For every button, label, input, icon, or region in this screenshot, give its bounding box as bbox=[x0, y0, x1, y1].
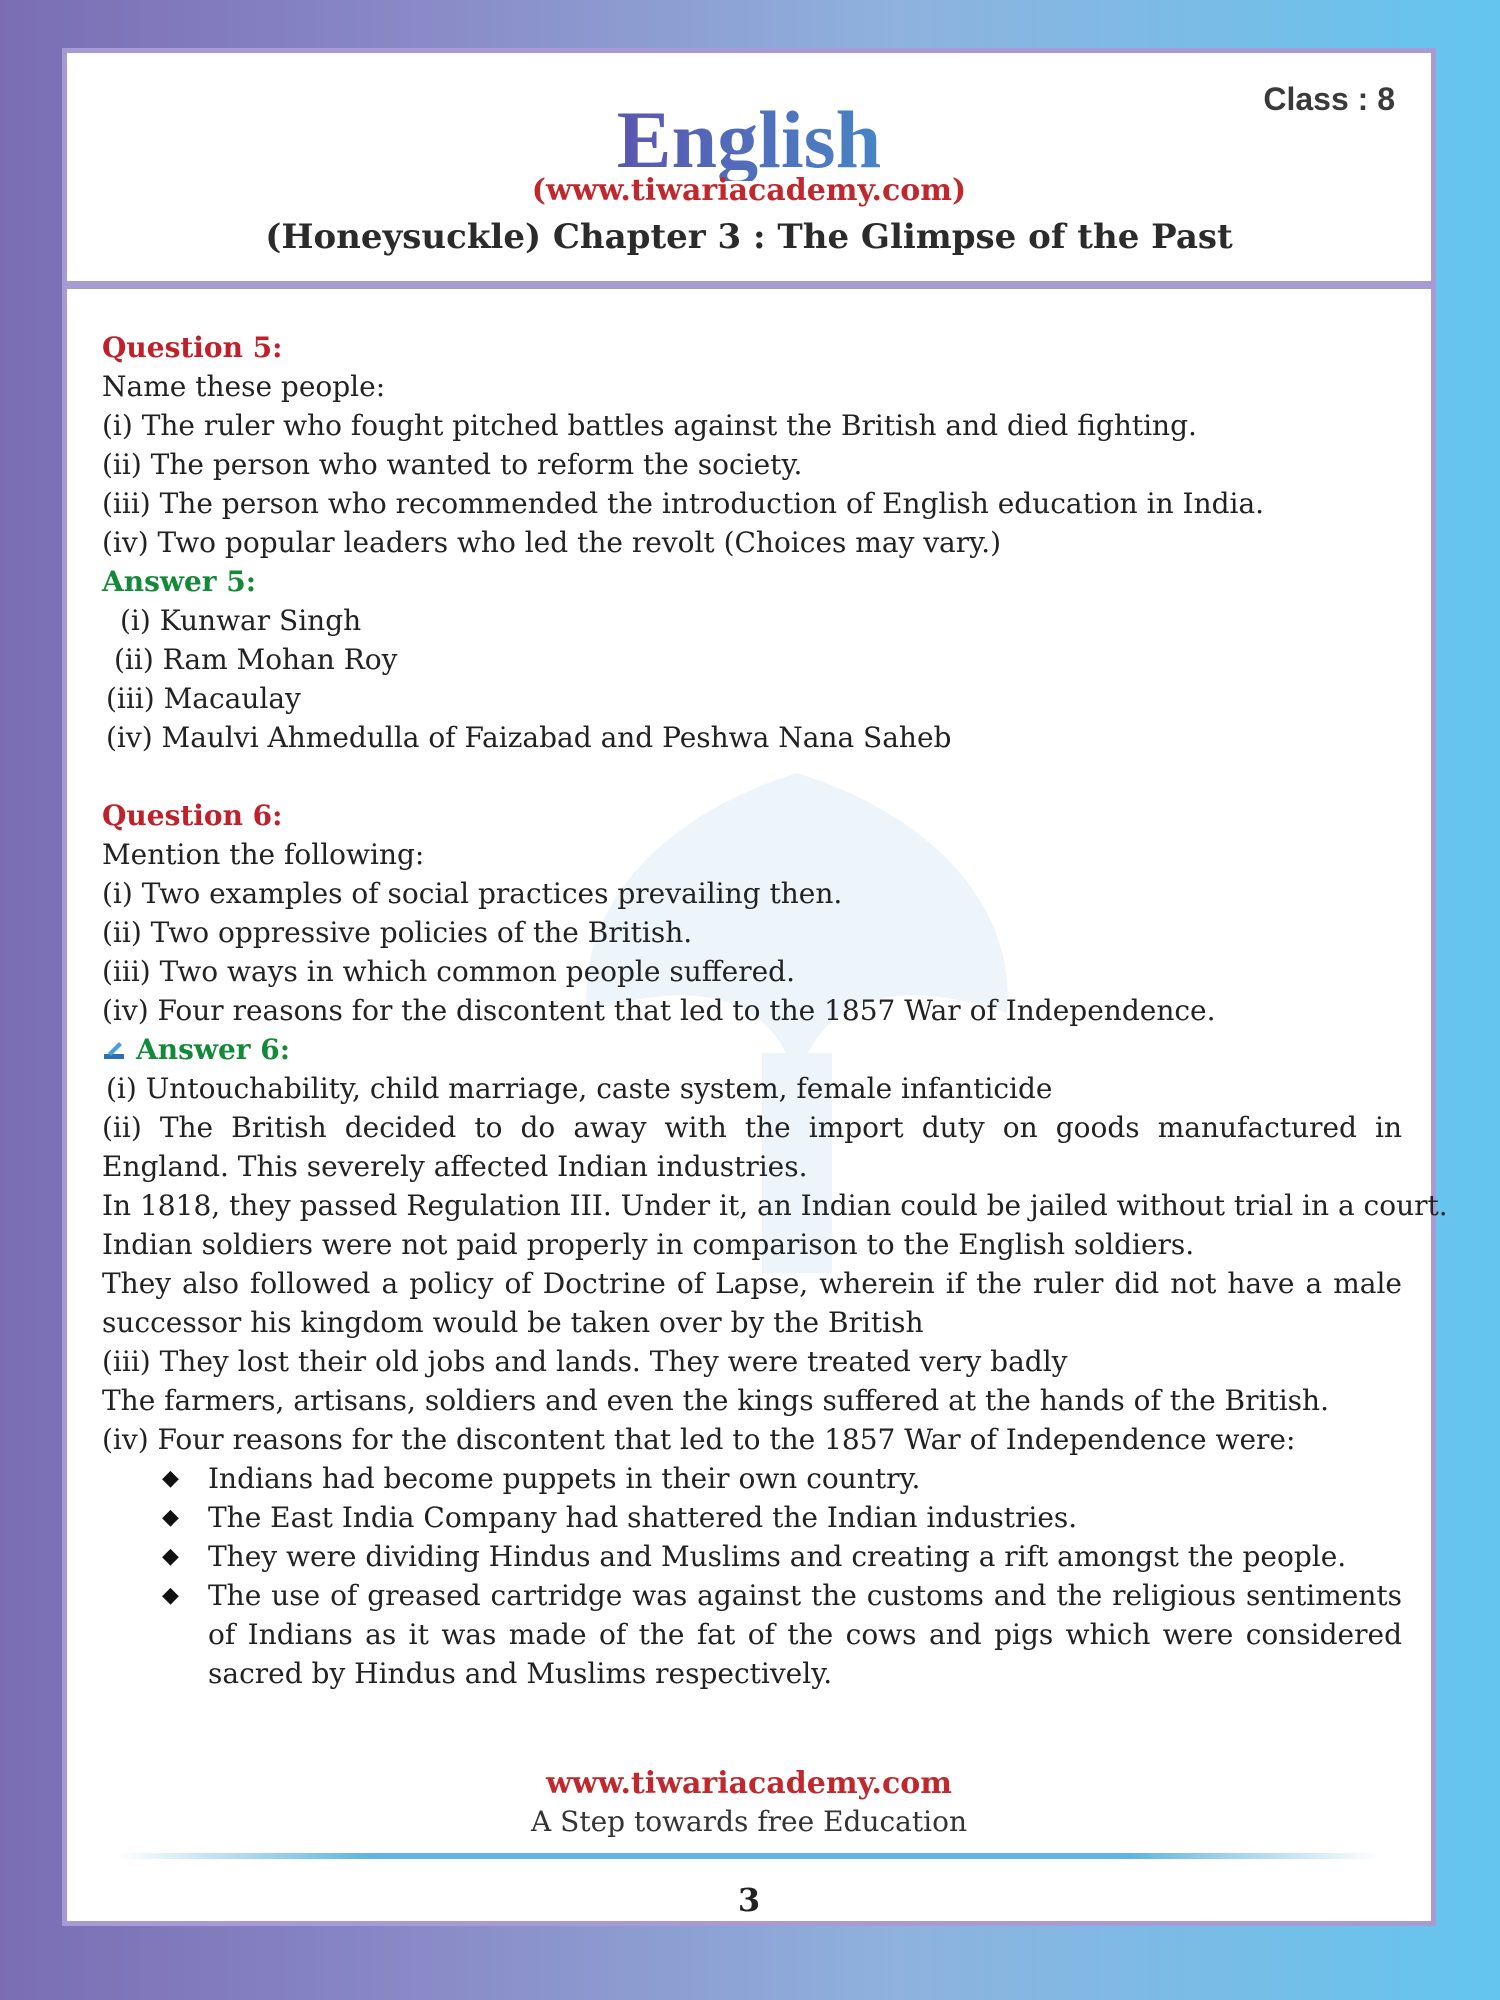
header-website: (www.tiwariacademy.com) bbox=[531, 173, 967, 208]
answer-6-line: They also followed a policy of Doctrine of Lapse, wherein if the ruler did not have a male successor his kingdom would be taken over by the British bbox=[102, 1267, 1402, 1339]
diamond-bullet-icon: ◆ bbox=[162, 1466, 179, 1491]
pen-icon bbox=[102, 1038, 126, 1062]
list-item bbox=[162, 1459, 1402, 1498]
diamond-bullet-icon: ◆ bbox=[162, 1505, 179, 1530]
list-item bbox=[162, 1576, 1402, 1693]
question-5-item: (ii) The person who wanted to reform the society. bbox=[102, 448, 803, 481]
spacer bbox=[102, 757, 1402, 796]
answer-5-item: (iii) Macaulay bbox=[106, 682, 301, 715]
question-6-prompt: Mention the following: bbox=[102, 838, 425, 871]
answer-5-label: Answer 5: bbox=[102, 565, 257, 598]
page-header bbox=[67, 53, 1431, 289]
page-number: 3 bbox=[737, 1881, 761, 1919]
chapter-title: (Honeysuckle) Chapter 3 : The Glimpse of the Past bbox=[265, 217, 1233, 257]
list-item bbox=[162, 1498, 1402, 1537]
subject-title: English bbox=[67, 99, 1431, 181]
answer-5-item: (ii) Ram Mohan Roy bbox=[114, 643, 398, 676]
question-6-item: (ii) Two oppressive policies of the British. bbox=[102, 916, 693, 949]
question-6-label: Question 6: bbox=[102, 799, 283, 832]
footer-divider bbox=[117, 1853, 1381, 1859]
question-6-item: (iv) Four reasons for the discontent that led to the 1857 War of Independence. bbox=[102, 994, 1216, 1027]
list-item-text: The use of greased cartridge was against the customs and the religious sentiments of Indians as it was made of the fat of the cows and pigs which were considered sacred by Hindus and Muslims respectively. bbox=[208, 1579, 1402, 1690]
question-5-item: (i) The ruler who fought pitched battles against the British and died fighting. bbox=[102, 409, 1197, 442]
answer-6-line: The farmers, artisans, soldiers and even the kings suffered at the hands of the British. bbox=[102, 1384, 1329, 1417]
document-page bbox=[62, 48, 1448, 1926]
answer-6-line: In 1818, they passed Regulation III. Under it, an Indian could be jailed without trial in a court. bbox=[102, 1189, 1448, 1222]
diamond-bullet-icon: ◆ bbox=[162, 1583, 179, 1608]
question-5-label: Question 5: bbox=[102, 331, 283, 364]
answer-6-line: (iv) Four reasons for the discontent that led to the 1857 War of Independence were: bbox=[102, 1423, 1296, 1456]
class-label: Class : 8 bbox=[1263, 81, 1395, 117]
answer-5-item: (iv) Maulvi Ahmedulla of Faizabad and Peshwa Nana Saheb bbox=[106, 721, 952, 754]
content-area bbox=[102, 328, 1448, 1693]
question-6-item: (iii) Two ways in which common people suffered. bbox=[102, 955, 795, 988]
list-item-text: The East India Company had shattered the Indian industries. bbox=[208, 1501, 1078, 1534]
list-item-text: They were dividing Hindus and Muslims and creating a rift amongst the people. bbox=[208, 1540, 1347, 1573]
answer-5-item: (i) Kunwar Singh bbox=[120, 604, 362, 637]
question-5-prompt: Name these people: bbox=[102, 370, 386, 403]
question-5-item: (iii) The person who recommended the introduction of English education in India. bbox=[102, 487, 1265, 520]
question-6-item: (i) Two examples of social practices prevailing then. bbox=[102, 877, 843, 910]
answer-6-heading bbox=[102, 1030, 1402, 1069]
footer-tagline: A Step towards free Education bbox=[531, 1805, 967, 1838]
reasons-list bbox=[102, 1459, 1402, 1693]
question-5-item: (iv) Two popular leaders who led the revolt (Choices may vary.) bbox=[102, 526, 1002, 559]
diamond-bullet-icon: ◆ bbox=[162, 1544, 179, 1569]
answer-6-label: Answer 6: bbox=[136, 1033, 291, 1066]
list-item bbox=[162, 1537, 1402, 1576]
answer-6-line: (i) Untouchability, child marriage, caste system, female infanticide bbox=[106, 1072, 1053, 1105]
answer-6-line: (iii) They lost their old jobs and lands. They were treated very badly bbox=[102, 1345, 1068, 1378]
list-item-text: Indians had become puppets in their own country. bbox=[208, 1462, 921, 1495]
answer-6-line: (ii) The British decided to do away with the import duty on goods manufactured in England. This severely affected Indian industries. bbox=[102, 1111, 1402, 1183]
footer-website-link[interactable]: www.tiwariacademy.com bbox=[545, 1766, 953, 1801]
answer-6-line: Indian soldiers were not paid properly in comparison to the English soldiers. bbox=[102, 1228, 1195, 1261]
